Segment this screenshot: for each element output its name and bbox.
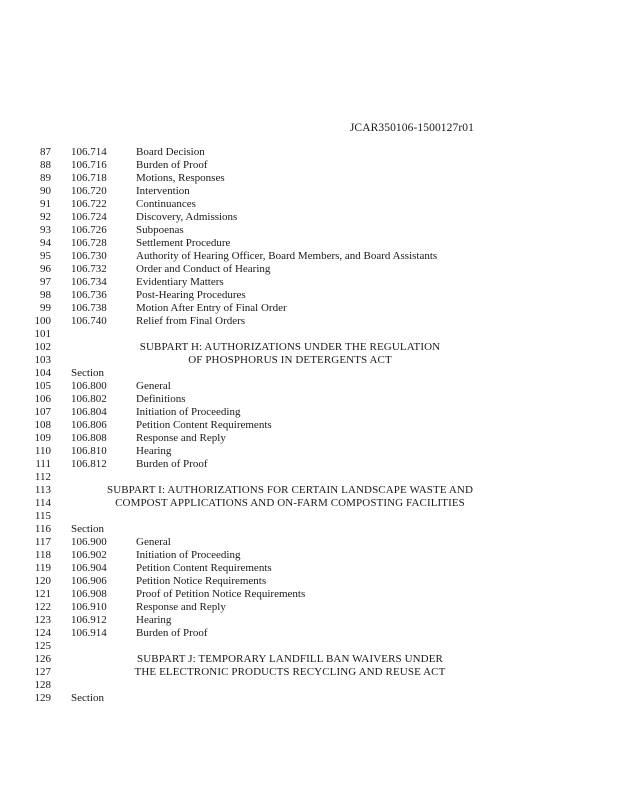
document-line — [0, 627, 644, 640]
line-number: 127 — [34, 666, 51, 678]
document-line — [0, 354, 644, 367]
line-number: 104 — [34, 367, 51, 379]
section-number: 106.732 — [71, 263, 107, 275]
line-number: 113 — [34, 484, 51, 496]
document-line — [0, 159, 644, 172]
section-number: 106.714 — [71, 146, 107, 158]
line-number: 88 — [40, 159, 51, 171]
section-number: 106.812 — [71, 458, 107, 470]
section-title: Initiation of Proceeding — [136, 549, 241, 561]
section-title: Order and Conduct of Hearing — [136, 263, 271, 275]
section-number: 106.738 — [71, 302, 107, 314]
document-line — [0, 146, 644, 159]
document-line — [0, 302, 644, 315]
section-title: General — [136, 380, 171, 392]
section-number: 106.736 — [71, 289, 107, 301]
section-number: 106.908 — [71, 588, 107, 600]
subpart-heading: SUBPART I: AUTHORIZATIONS FOR CERTAIN LANDSCAPE WASTE AND — [106, 484, 474, 496]
section-title: Response and Reply — [136, 601, 226, 613]
section-number: 106.722 — [71, 198, 107, 210]
section-number: 106.740 — [71, 315, 107, 327]
line-number: 92 — [40, 211, 51, 223]
section-number: 106.808 — [71, 432, 107, 444]
document-line — [0, 536, 644, 549]
line-number: 120 — [34, 575, 51, 587]
section-number: 106.802 — [71, 393, 107, 405]
section-title: Response and Reply — [136, 432, 226, 444]
subpart-heading: SUBPART H: AUTHORIZATIONS UNDER THE REGULATION — [139, 341, 441, 353]
line-number: 99 — [40, 302, 51, 314]
section-title: General — [136, 536, 171, 548]
document-line — [0, 211, 644, 224]
line-number: 121 — [34, 588, 51, 600]
document-line — [0, 367, 644, 380]
subpart-heading: THE ELECTRONIC PRODUCTS RECYCLING AND REUSE ACT — [134, 666, 446, 678]
document-line — [0, 679, 644, 692]
section-title: Intervention — [136, 185, 190, 197]
line-number: 110 — [34, 445, 51, 457]
line-number: 90 — [40, 185, 51, 197]
section-number: 106.902 — [71, 549, 107, 561]
section-number: 106.904 — [71, 562, 107, 574]
section-title: Board Decision — [136, 146, 205, 158]
section-title: Petition Content Requirements — [136, 562, 272, 574]
document-line — [0, 445, 644, 458]
line-number: 96 — [40, 263, 51, 275]
line-number: 108 — [34, 419, 51, 431]
line-number: 98 — [40, 289, 51, 301]
line-number: 87 — [40, 146, 51, 158]
document-line — [0, 276, 644, 289]
section-number: 106.734 — [71, 276, 107, 288]
line-number: 117 — [34, 536, 51, 548]
section-number: 106.912 — [71, 614, 107, 626]
line-number: 94 — [40, 237, 51, 249]
section-title: Relief from Final Orders — [136, 315, 246, 327]
line-number: 95 — [40, 250, 51, 262]
section-title: Burden of Proof — [136, 458, 208, 470]
line-number: 128 — [34, 679, 51, 691]
document-line — [0, 471, 644, 484]
line-number: 102 — [34, 341, 51, 353]
document-line — [0, 432, 644, 445]
section-title: Petition Content Requirements — [136, 419, 272, 431]
section-number: 106.716 — [71, 159, 107, 171]
document-line — [0, 588, 644, 601]
line-number: 103 — [34, 354, 51, 366]
section-title: Proof of Petition Notice Requirements — [136, 588, 306, 600]
document-line — [0, 640, 644, 653]
document-line — [0, 380, 644, 393]
section-title: Post-Hearing Procedures — [136, 289, 246, 301]
line-number: 126 — [34, 653, 51, 665]
line-number: 122 — [34, 601, 51, 613]
section-heading-label: Section — [71, 523, 104, 535]
section-number: 106.910 — [71, 601, 107, 613]
section-number: 106.800 — [71, 380, 107, 392]
section-title: Definitions — [136, 393, 186, 405]
document-line — [0, 601, 644, 614]
document-line — [0, 185, 644, 198]
section-number: 106.728 — [71, 237, 107, 249]
line-number: 125 — [34, 640, 51, 652]
line-number: 100 — [34, 315, 51, 327]
line-number: 89 — [40, 172, 51, 184]
document-line — [0, 510, 644, 523]
document-line — [0, 393, 644, 406]
section-title: Initiation of Proceeding — [136, 406, 241, 418]
section-number: 106.906 — [71, 575, 107, 587]
section-number: 106.810 — [71, 445, 107, 457]
document-line — [0, 666, 644, 679]
section-heading-label: Section — [71, 692, 104, 704]
line-number: 91 — [40, 198, 51, 210]
section-number: 106.914 — [71, 627, 107, 639]
section-title: Motions, Responses — [136, 172, 225, 184]
section-number: 106.730 — [71, 250, 107, 262]
line-list — [0, 146, 644, 705]
document-line — [0, 224, 644, 237]
document-line — [0, 289, 644, 302]
document-line — [0, 614, 644, 627]
section-title: Evidentiary Matters — [136, 276, 224, 288]
document-line — [0, 692, 644, 705]
document-line — [0, 172, 644, 185]
line-number: 115 — [34, 510, 51, 522]
line-number: 119 — [34, 562, 51, 574]
line-number: 111 — [35, 458, 51, 470]
document-line — [0, 523, 644, 536]
section-title: Motion After Entry of Final Order — [136, 302, 287, 314]
line-number: 106 — [34, 393, 51, 405]
line-number: 114 — [34, 497, 51, 509]
document-line — [0, 237, 644, 250]
line-number: 97 — [40, 276, 51, 288]
document-line — [0, 458, 644, 471]
section-number: 106.718 — [71, 172, 107, 184]
document-code: JCAR350106-1500127r01 — [349, 122, 474, 134]
document-line — [0, 653, 644, 666]
line-number: 124 — [34, 627, 51, 639]
section-number: 106.724 — [71, 211, 107, 223]
section-number: 106.806 — [71, 419, 107, 431]
document-line — [0, 250, 644, 263]
line-number: 93 — [40, 224, 51, 236]
document-line — [0, 497, 644, 510]
section-title: Petition Notice Requirements — [136, 575, 267, 587]
section-number: 106.726 — [71, 224, 107, 236]
document-line — [0, 198, 644, 211]
line-number: 107 — [34, 406, 51, 418]
section-title: Authority of Hearing Officer, Board Members, and Board Assistants — [136, 250, 438, 262]
section-title: Subpoenas — [136, 224, 184, 236]
line-number: 105 — [34, 380, 51, 392]
section-title: Settlement Procedure — [136, 237, 231, 249]
document-line — [0, 315, 644, 328]
line-number: 116 — [34, 523, 51, 535]
line-number: 109 — [34, 432, 51, 444]
section-heading-label: Section — [71, 367, 104, 379]
section-title: Hearing — [136, 445, 172, 457]
section-number: 106.900 — [71, 536, 107, 548]
section-number: 106.804 — [71, 406, 107, 418]
line-number: 118 — [34, 549, 51, 561]
document-line — [0, 484, 644, 497]
subpart-heading: COMPOST APPLICATIONS AND ON-FARM COMPOSTING FACILITIES — [115, 497, 465, 509]
line-number: 123 — [34, 614, 51, 626]
document-line — [0, 263, 644, 276]
section-title: Burden of Proof — [136, 627, 208, 639]
document-line — [0, 406, 644, 419]
document-line — [0, 549, 644, 562]
section-title: Discovery, Admissions — [136, 211, 238, 223]
document-line — [0, 341, 644, 354]
subpart-heading: SUBPART J: TEMPORARY LANDFILL BAN WAIVERS UNDER — [137, 653, 443, 665]
line-number: 112 — [34, 471, 51, 483]
subpart-heading: OF PHOSPHORUS IN DETERGENTS ACT — [188, 354, 392, 366]
document-line — [0, 575, 644, 588]
section-title: Burden of Proof — [136, 159, 208, 171]
document-line — [0, 328, 644, 341]
document-line — [0, 419, 644, 432]
section-title: Continuances — [136, 198, 196, 210]
section-title: Hearing — [136, 614, 172, 626]
section-number: 106.720 — [71, 185, 107, 197]
document-line — [0, 562, 644, 575]
line-number: 101 — [34, 328, 51, 340]
line-number: 129 — [34, 692, 51, 704]
